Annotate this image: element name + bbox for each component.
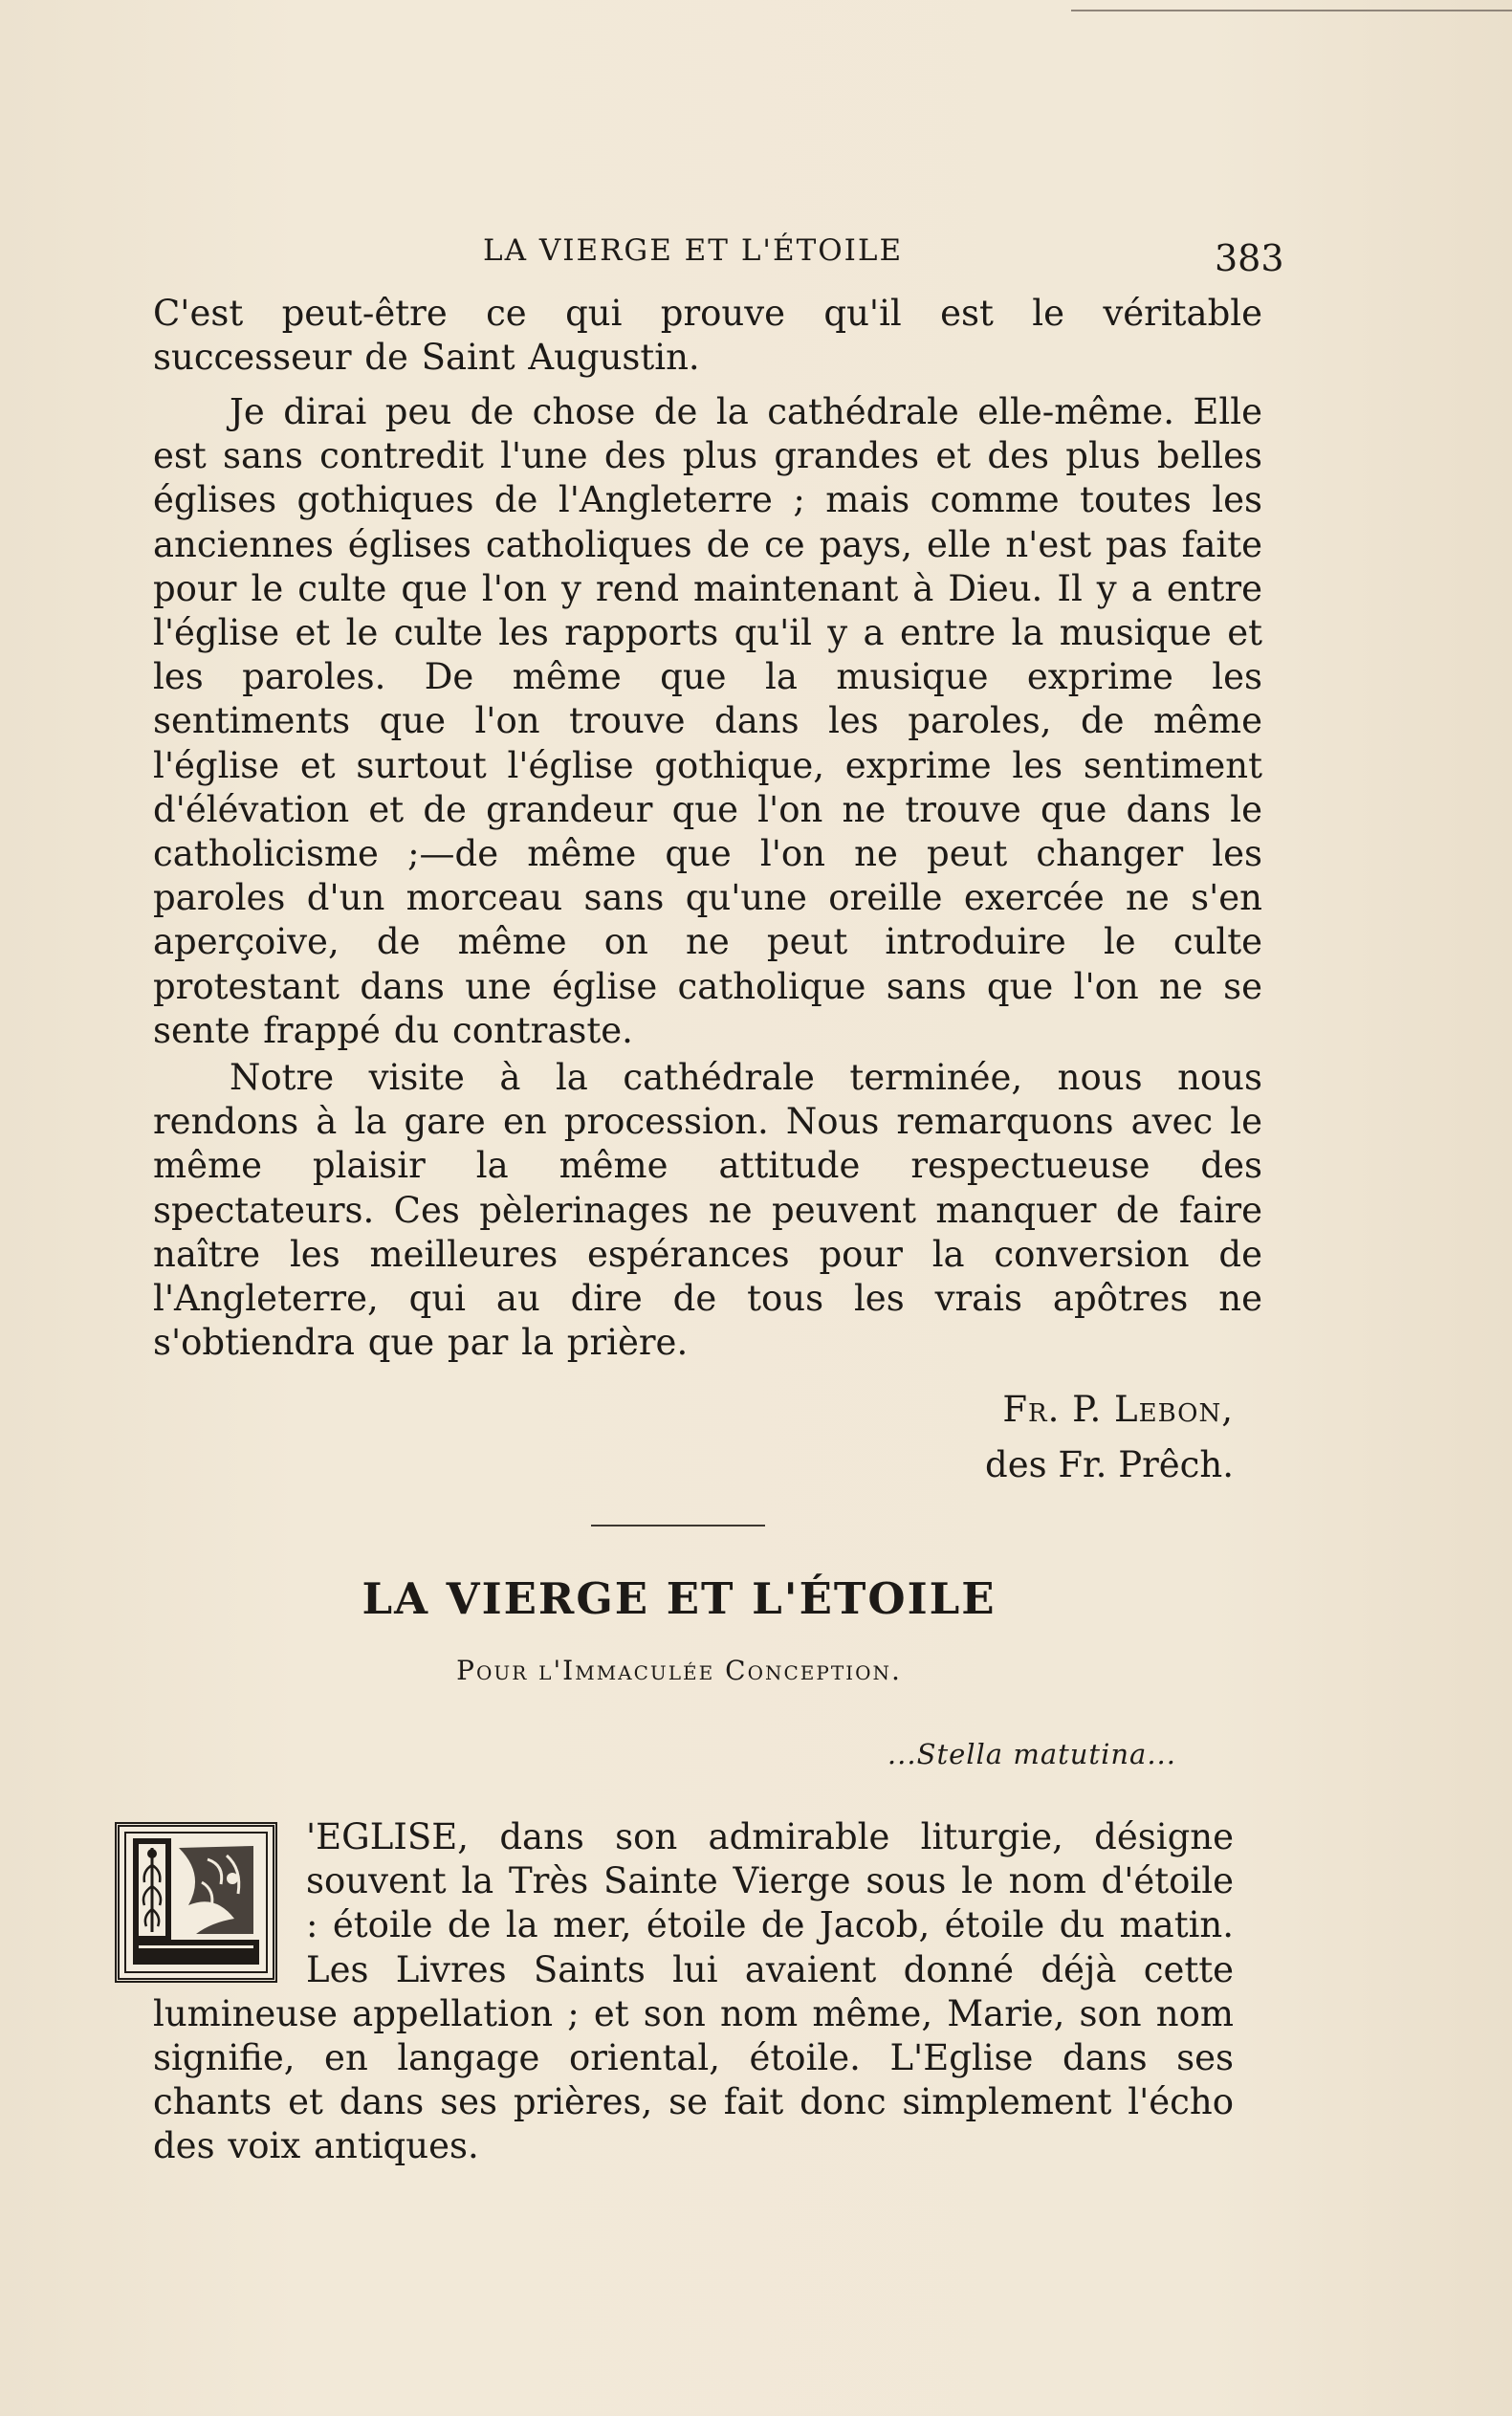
paragraph-eglise xyxy=(153,1815,1234,2169)
section-divider xyxy=(591,1525,765,1526)
top-edge-rule xyxy=(1071,0,1512,11)
signature-name: Fr. P. Lebon, xyxy=(1002,1389,1234,1430)
paragraph-continuation: C'est peut-être ce qui prouve qu'il est le véritable successeur de Saint Augustin. xyxy=(153,293,1262,379)
paragraph-cathedral: Je dirai peu de chose de la cathédrale elle-même. Elle est sans contredit l'une des plus grandes et des plus belles églises gothiques de l'Angleterre ; mais comme toutes les anciennes églises catholiques de ce pays, elle n'est pas faite pour le culte que l'on y rend maintenant à Dieu. Il y a entre l'église et le culte les rapports qu'il y a entre la musique et les paroles. De même que la musique exprime les sentiments que l'on trouve dans les paroles, de même l'église et surtout l'église gothique, exprime les sentiment d'élévation et de grandeur que l'on ne trouve que dans le catholicisme ;—de même que l'on ne peut changer les paroles d'un morceau sans qu'une oreille exercée ne s'en aperçoive, de même on ne peut introduire le culte protestant dans une église catholique sans que l'on ne se sente frappé du contraste. xyxy=(153,391,1262,1051)
running-head: LA VIERGE ET L'ÉTOILE xyxy=(483,233,904,268)
drop-cap-spacer xyxy=(153,1815,306,1988)
signature-affiliation: des Fr. Prêch. xyxy=(985,1444,1234,1485)
paragraph-visit: Notre visite à la cathédrale terminée, nous nous rendons à la gare en procession. Nous remarquons avec le même plaisir la même attitude respectueuse des spectateurs. Ces pèlerinages ne peuvent manquer de faire naître les meilleures espérances pour la conversion de l'Angleterre, qui au dire de tous les vrais apôtres ne s'obtiendra que par la prière. xyxy=(153,1057,1262,1364)
epigraph: ...Stella matutina... xyxy=(887,1738,1176,1770)
section-subtitle: Pour l'Immaculée Conception. xyxy=(456,1655,902,1686)
page-number: 383 xyxy=(1215,237,1284,279)
section-title: LA VIERGE ET L'ÉTOILE xyxy=(362,1573,997,1624)
paragraph-eglise-text: 'EGLISE, dans son admirable liturgie, désigne souvent la Très Sainte Vierge sous le nom d'étoile : étoile de la mer, étoile de Jacob, étoile du matin. Les Livres Saints lui avaient donné déjà cette lumineuse appellation ; et son nom même, Marie, son nom signifie, en langage oriental, étoile. L'Eglise dans ses chants et dans ses prières, se fait donc simplement l'écho des voix antiques. xyxy=(153,1816,1234,2167)
